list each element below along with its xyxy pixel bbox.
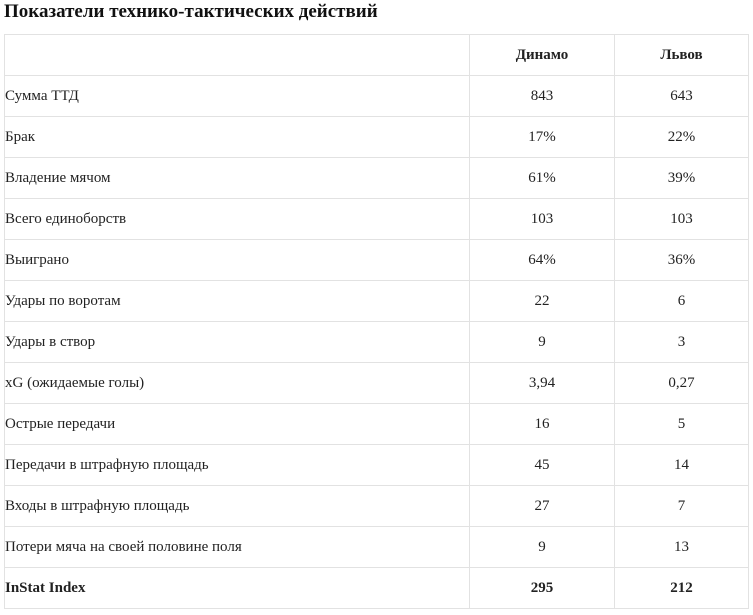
row-label: Потери мяча на своей половине поля bbox=[5, 527, 470, 568]
lviv-value: 0,27 bbox=[615, 363, 749, 404]
row-label: Брак bbox=[5, 117, 470, 158]
row-label: Владение мячом bbox=[5, 158, 470, 199]
table-row bbox=[5, 486, 749, 527]
page-title: Показатели технико-тактических действий bbox=[4, 1, 378, 22]
lviv-value: 36% bbox=[615, 240, 749, 281]
row-label: Входы в штрафную площадь bbox=[5, 486, 470, 527]
dinamo-value: 27 bbox=[470, 486, 615, 527]
lviv-value: 6 bbox=[615, 281, 749, 322]
header-lviv: Львов bbox=[615, 35, 749, 76]
lviv-value: 103 bbox=[615, 199, 749, 240]
row-label: InStat Index bbox=[5, 568, 470, 609]
table-header-row bbox=[5, 35, 749, 76]
lviv-value: 7 bbox=[615, 486, 749, 527]
dinamo-value: 9 bbox=[470, 322, 615, 363]
dinamo-value: 45 bbox=[470, 445, 615, 486]
dinamo-value: 16 bbox=[470, 404, 615, 445]
lviv-value: 14 bbox=[615, 445, 749, 486]
dinamo-value: 295 bbox=[470, 568, 615, 609]
table-row bbox=[5, 240, 749, 281]
table-row bbox=[5, 404, 749, 445]
row-label: Выиграно bbox=[5, 240, 470, 281]
row-label: Всего единоборств bbox=[5, 199, 470, 240]
dinamo-value: 64% bbox=[470, 240, 615, 281]
row-label: Сумма ТТД bbox=[5, 76, 470, 117]
lviv-value: 3 bbox=[615, 322, 749, 363]
table-row bbox=[5, 76, 749, 117]
lviv-value: 13 bbox=[615, 527, 749, 568]
dinamo-value: 103 bbox=[470, 199, 615, 240]
header-label-cell bbox=[5, 35, 470, 76]
stats-table bbox=[4, 34, 749, 609]
table-row bbox=[5, 199, 749, 240]
table-row-total bbox=[5, 568, 749, 609]
dinamo-value: 9 bbox=[470, 527, 615, 568]
table-row bbox=[5, 158, 749, 199]
lviv-value: 643 bbox=[615, 76, 749, 117]
table-row bbox=[5, 322, 749, 363]
lviv-value: 39% bbox=[615, 158, 749, 199]
table-row bbox=[5, 117, 749, 158]
dinamo-value: 17% bbox=[470, 117, 615, 158]
row-label: Передачи в штрафную площадь bbox=[5, 445, 470, 486]
dinamo-value: 843 bbox=[470, 76, 615, 117]
row-label: xG (ожидаемые голы) bbox=[5, 363, 470, 404]
row-label: Острые передачи bbox=[5, 404, 470, 445]
dinamo-value: 3,94 bbox=[470, 363, 615, 404]
table-row bbox=[5, 445, 749, 486]
header-dinamo: Динамо bbox=[470, 35, 615, 76]
dinamo-value: 22 bbox=[470, 281, 615, 322]
row-label: Удары в створ bbox=[5, 322, 470, 363]
dinamo-value: 61% bbox=[470, 158, 615, 199]
row-label: Удары по воротам bbox=[5, 281, 470, 322]
table-row bbox=[5, 363, 749, 404]
lviv-value: 212 bbox=[615, 568, 749, 609]
lviv-value: 22% bbox=[615, 117, 749, 158]
table-row bbox=[5, 527, 749, 568]
table-row bbox=[5, 281, 749, 322]
lviv-value: 5 bbox=[615, 404, 749, 445]
